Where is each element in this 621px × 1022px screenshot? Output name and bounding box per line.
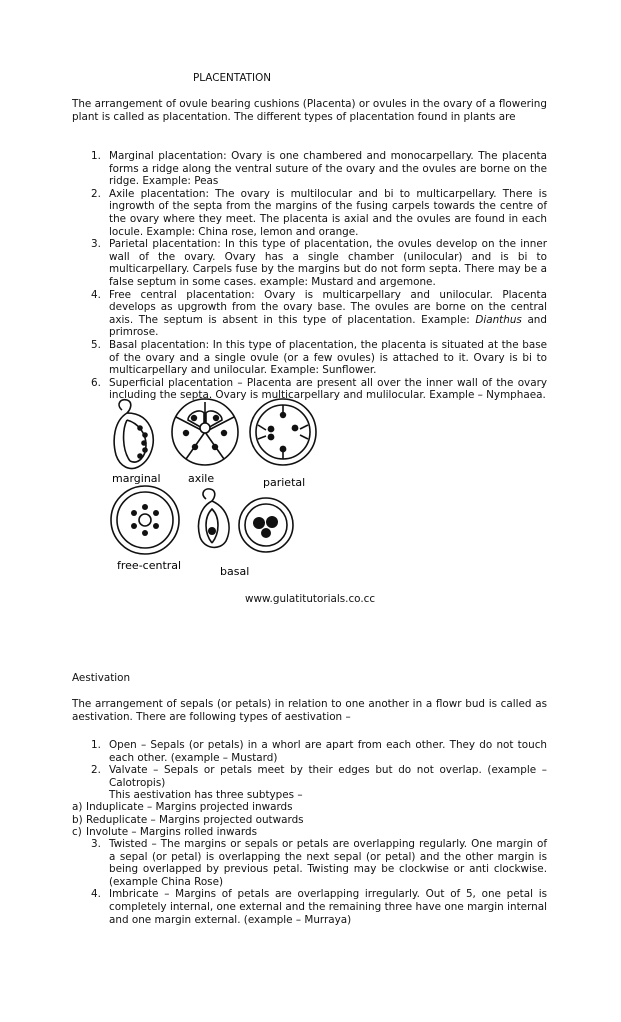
marginal-diagram [114, 400, 153, 469]
list-item: b) Reduplicate – Margins projected outwards [72, 813, 304, 826]
axile-diagram [172, 399, 238, 465]
basal-cross-section [239, 498, 293, 552]
list-item: 5. Basal placentation: In this type of placentation, the placenta is situated at the base of the ovary and a single ovule (or a few ovules) is attached to it. Ovary is bi to multicarpellary and unilocular. Example: Sunflower. [91, 338, 547, 377]
list-item: c) Involute – Margins rolled inwards [72, 826, 258, 839]
valvate-subtypes [72, 801, 547, 839]
list-item: 2. Valvate – Sepals or petals meet by their edges but do not overlap. (example – Calotropis) This aestivation has three subtypes – [91, 764, 547, 802]
free-central-diagram [111, 486, 179, 554]
aestivation-list-continued [72, 838, 547, 926]
label-parietal: parietal [263, 476, 306, 489]
aestivation-intro: The arrangement of sepals (or petals) in relation to one another in a flowr bud is called as aestivation. There are following types of aestivation – [72, 698, 547, 723]
list-item: a) Induplicate – Margins projected inwards [72, 801, 293, 813]
aestivation-list [72, 739, 547, 802]
list-item: 6. Superficial placentation – Placenta are present all over the inner wall of the ovary including the septa. Ovary is multicarpellary and mulilocular. Example – Nymphaea. [91, 376, 547, 402]
list-item: 4. Imbricate – Margins of petals are overlapping irregularly. Out of 5, one petal is completely internal, one external and the remaining three have one margin internal and one margin external. (example – Murraya) [91, 888, 547, 926]
list-item: 3. Twisted – The margins or sepals or petals are overlapping regularly. One margin of a sepal (or petal) is overlapping the next sepal (or petal) and the other margin is being overlapped by previous petal. Twisting may be clockwise or anti clockwise. (example China Rose) [91, 838, 547, 888]
list-item: 4. Free central placentation: Ovary is multicarpellary and unilocular. Placenta develops as upgrowth from the ovary base. The ovules are borne on the central axis. The septum is absent in this type of placentation. Example: Dianthus and primrose. [91, 288, 547, 339]
subtypes-intro: This aestivation has three subtypes – [109, 789, 303, 802]
list-item: 1. Open – Sepals (or petals) in a whorl are apart from each other. They do not touch each other. (example – Mustard) [91, 739, 547, 764]
section-title-aestivation: Aestivation [72, 672, 131, 684]
placentation-intro: The arrangement of ovule bearing cushions (Placenta) or ovules in the ovary of a flowering plant is called as placentation. The different types of placentation found in plants are [72, 98, 547, 123]
list-item: 1. Marginal placentation: Ovary is one chambered and monocarpellary. The placenta forms a ridge along the ventral suture of the ovary and the ovules are borne on the ridge. Example: Peas [91, 150, 547, 188]
page-title: PLACENTATION [193, 72, 272, 84]
basal-diagram [199, 489, 230, 548]
website-link[interactable]: www.gulatitutorials.co.cc [245, 593, 376, 605]
placentation-list [72, 150, 547, 402]
placentation-figure [100, 395, 320, 585]
label-free-central: free-central [117, 559, 182, 572]
list-item: 2. Axile placentation: The ovary is multilocular and bi to multicarpellary. There is ingrowth of the septa from the margins of the fusing carpels towards the centre of the ovary where they meet. The placenta is axial and the ovules are found in each locule. Example: China rose, lemon and orange. [91, 187, 547, 238]
list-item: 3. Parietal placentation: In this type of placentation, the ovules develop on the inner wall of the ovary. Ovary has a single chamber (unilocular) and is bi to multicarpellary. Carpels fuse by the margins but do not form septa. There may be a false septum in some cases. example: Mustard and argemone. [91, 238, 547, 288]
label-basal: basal [220, 565, 250, 578]
label-axile: axile [188, 472, 215, 485]
parietal-diagram [250, 399, 316, 465]
label-marginal: marginal [112, 472, 161, 485]
